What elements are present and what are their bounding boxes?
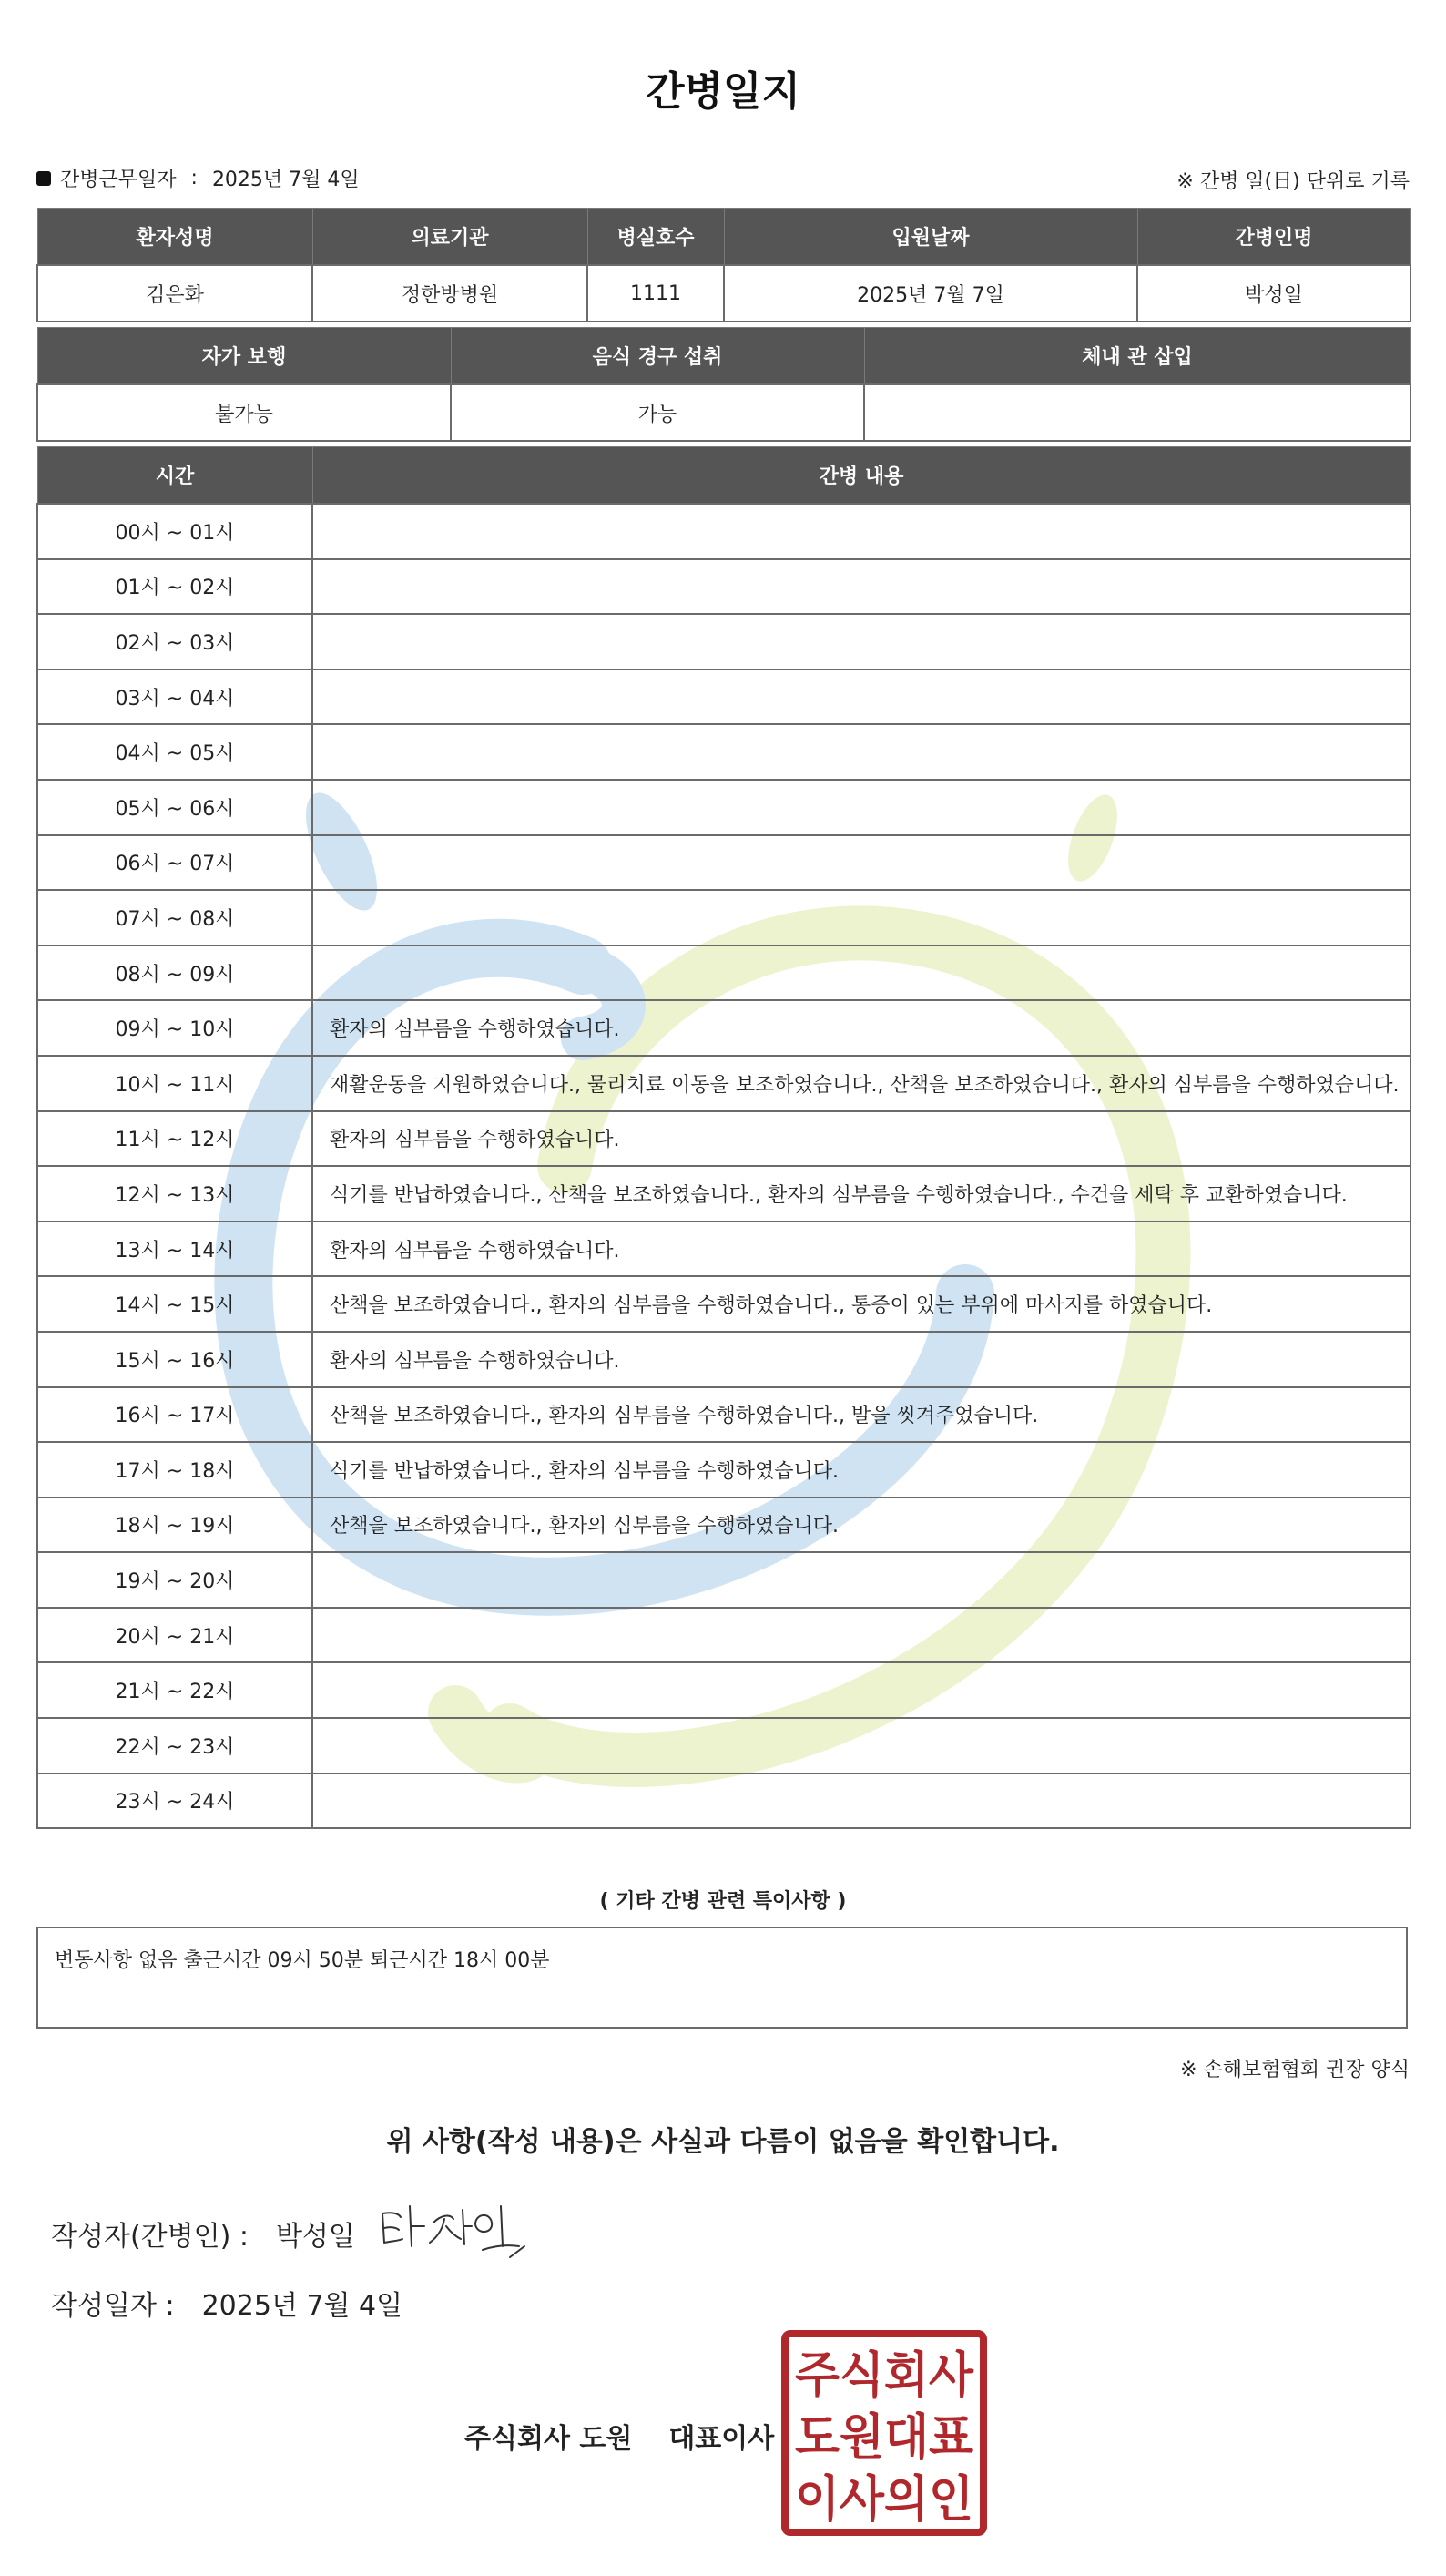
patient-info-value-row — [37, 265, 1410, 322]
table-row — [37, 670, 1410, 725]
time-cell: 10시 ~ 11시 — [37, 1056, 312, 1111]
content-cell — [312, 1608, 1410, 1663]
recommend-note: ※ 손해보험협회 권장 양식 — [1180, 2059, 1410, 2081]
table-row — [37, 1056, 1410, 1111]
content-cell — [312, 724, 1410, 780]
content-cell: 환자의 심부름을 수행하였습니다. — [312, 1222, 1410, 1277]
table-row — [37, 1718, 1410, 1774]
table-row — [37, 1387, 1410, 1443]
tube-insertion-value — [864, 384, 1410, 441]
table-row — [37, 1608, 1410, 1663]
table-row — [37, 1498, 1410, 1553]
time-cell: 23시 ~ 24시 — [37, 1774, 312, 1829]
table-row — [37, 724, 1410, 780]
notes-text: 변동사항 없음 출근시간 09시 50분 퇴근시간 18시 00분 — [55, 1949, 550, 1972]
patient-name-value: 김은화 — [37, 265, 312, 322]
time-cell: 06시 ~ 07시 — [37, 835, 312, 891]
time-cell: 20시 ~ 21시 — [37, 1608, 312, 1663]
content-cell — [312, 559, 1410, 615]
writer-name: 박성일 — [275, 2221, 355, 2253]
time-cell: 03시 ~ 04시 — [37, 670, 312, 725]
table-row — [37, 1442, 1410, 1498]
company-seal-icon — [781, 2330, 987, 2536]
patient-status-table — [36, 327, 1411, 442]
time-cell: 17시 ~ 18시 — [37, 1442, 312, 1498]
table-row — [37, 1774, 1410, 1829]
work-date-value: 2025년 7월 4일 — [211, 169, 360, 191]
patient-info-header-row — [37, 209, 1410, 266]
seal-line-1: 주식회사 — [795, 2346, 974, 2404]
hospital-value: 정한방병원 — [312, 265, 587, 322]
time-cell: 15시 ~ 16시 — [37, 1332, 312, 1387]
work-date-line — [36, 164, 360, 192]
page-title: 간병일지 — [645, 68, 800, 115]
content-cell: 환자의 심부름을 수행하였습니다. — [312, 1332, 1410, 1387]
time-cell: 22시 ~ 23시 — [37, 1718, 312, 1774]
care-content-header: 간병 내용 — [312, 447, 1410, 505]
oral-intake-header: 음식 경구 섭취 — [451, 328, 864, 385]
notes-box — [36, 1927, 1408, 2029]
work-date-label: 간병근무일자 — [60, 169, 177, 191]
time-cell: 09시 ~ 10시 — [37, 1000, 312, 1056]
caregiver-name-header: 간병인명 — [1137, 209, 1410, 266]
patient-status-value-row — [37, 384, 1410, 441]
time-cell: 07시 ~ 08시 — [37, 890, 312, 946]
patient-name-header: 환자성명 — [37, 209, 312, 266]
table-row — [37, 559, 1410, 615]
content-cell — [312, 1718, 1410, 1774]
content-cell: 재활운동을 지원하였습니다., 물리치료 이동을 보조하였습니다., 산책을 보조하였습니다., 환자의 심부름을 수행하였습니다. — [312, 1056, 1410, 1111]
time-cell: 21시 ~ 22시 — [37, 1662, 312, 1718]
content-cell: 환자의 심부름을 수행하였습니다. — [312, 1111, 1410, 1167]
content-cell: 산책을 보조하였습니다., 환자의 심부름을 수행하였습니다. — [312, 1498, 1410, 1553]
written-date-label: 작성일자 : — [51, 2290, 175, 2322]
time-cell: 02시 ~ 03시 — [37, 614, 312, 670]
table-row — [37, 1552, 1410, 1608]
content-cell — [312, 1552, 1410, 1608]
written-date-value: 2025년 7월 4일 — [201, 2290, 403, 2322]
content-cell: 산책을 보조하였습니다., 환자의 심부름을 수행하였습니다., 통증이 있는 부위에 마사지를 하였습니다. — [312, 1276, 1410, 1332]
unit-note: ※ 간병 일(日) 단위로 기록 — [1176, 170, 1410, 193]
notes-title: ( 기타 간병 관련 특이사항 ) — [599, 1890, 847, 1913]
time-cell: 12시 ~ 13시 — [37, 1166, 312, 1222]
content-cell: 환자의 심부름을 수행하였습니다. — [312, 1000, 1410, 1056]
time-cell: 08시 ~ 09시 — [37, 946, 312, 1001]
care-log-header-row — [37, 447, 1410, 505]
care-log-table — [36, 446, 1411, 1829]
time-header: 시간 — [37, 447, 312, 505]
time-cell: 04시 ~ 05시 — [37, 724, 312, 780]
content-cell: 식기를 반납하였습니다., 환자의 심부름을 수행하였습니다. — [312, 1442, 1410, 1498]
hospital-header: 의료기관 — [312, 209, 587, 266]
oral-intake-value: 가능 — [451, 384, 864, 441]
table-row — [37, 835, 1410, 891]
content-cell — [312, 504, 1410, 559]
table-row — [37, 504, 1410, 559]
table-row — [37, 1166, 1410, 1222]
company-name: 주식회사 도원 — [464, 2423, 633, 2455]
self-walking-value: 불가능 — [37, 384, 451, 441]
content-cell — [312, 1774, 1410, 1829]
table-row — [37, 614, 1410, 670]
handwritten-signature-icon — [373, 2186, 546, 2268]
time-cell: 18시 ~ 19시 — [37, 1498, 312, 1553]
written-date-line — [51, 2283, 402, 2323]
content-cell — [312, 614, 1410, 670]
time-cell: 16시 ~ 17시 — [37, 1387, 312, 1443]
seal-line-3: 이사의인 — [795, 2470, 973, 2528]
time-cell: 13시 ~ 14시 — [37, 1222, 312, 1277]
table-row — [37, 1332, 1410, 1387]
table-row — [37, 780, 1410, 835]
self-walking-header: 자가 보행 — [37, 328, 451, 385]
admission-date-header: 입원날짜 — [724, 209, 1137, 266]
writer-line — [51, 2213, 355, 2254]
confirmation-statement: 위 사항(작성 내용)은 사실과 다름이 없음을 확인합니다. — [386, 2126, 1060, 2158]
room-number-header: 병실호수 — [587, 209, 724, 266]
content-cell — [312, 946, 1410, 1001]
tube-insertion-header: 체내 관 삽입 — [864, 328, 1410, 385]
writer-label: 작성자(간병인) : — [51, 2221, 249, 2253]
content-cell — [312, 1662, 1410, 1718]
seal-line-2: 도원대표 — [795, 2408, 973, 2466]
content-cell — [312, 670, 1410, 725]
content-cell: 식기를 반납하였습니다., 산책을 보조하였습니다., 환자의 심부름을 수행하였습니다., 수건을 세탁 후 교환하였습니다. — [312, 1166, 1410, 1222]
table-row — [37, 1276, 1410, 1332]
content-cell: 산책을 보조하였습니다., 환자의 심부름을 수행하였습니다., 발을 씻겨주었습니다. — [312, 1387, 1410, 1443]
table-row — [37, 946, 1410, 1001]
patient-info-table — [36, 208, 1411, 322]
table-row — [37, 890, 1410, 946]
content-cell — [312, 890, 1410, 946]
time-cell: 05시 ~ 06시 — [37, 780, 312, 835]
content-cell — [312, 780, 1410, 835]
time-cell: 14시 ~ 15시 — [37, 1276, 312, 1332]
work-date-separator: : — [190, 167, 198, 189]
time-cell: 11시 ~ 12시 — [37, 1111, 312, 1167]
company-line — [464, 2416, 774, 2456]
bullet-square-icon — [36, 171, 51, 186]
time-cell: 01시 ~ 02시 — [37, 559, 312, 615]
table-row — [37, 1662, 1410, 1718]
time-cell: 19시 ~ 20시 — [37, 1552, 312, 1608]
admission-date-value: 2025년 7월 7일 — [724, 265, 1137, 322]
room-number-value: 1111 — [587, 265, 724, 322]
ceo-title: 대표이사 — [668, 2423, 775, 2455]
caregiver-name-value: 박성일 — [1137, 265, 1410, 322]
table-row — [37, 1222, 1410, 1277]
table-row — [37, 1111, 1410, 1167]
table-row — [37, 1000, 1410, 1056]
time-cell: 00시 ~ 01시 — [37, 504, 312, 559]
patient-status-header-row — [37, 328, 1410, 385]
content-cell — [312, 835, 1410, 891]
